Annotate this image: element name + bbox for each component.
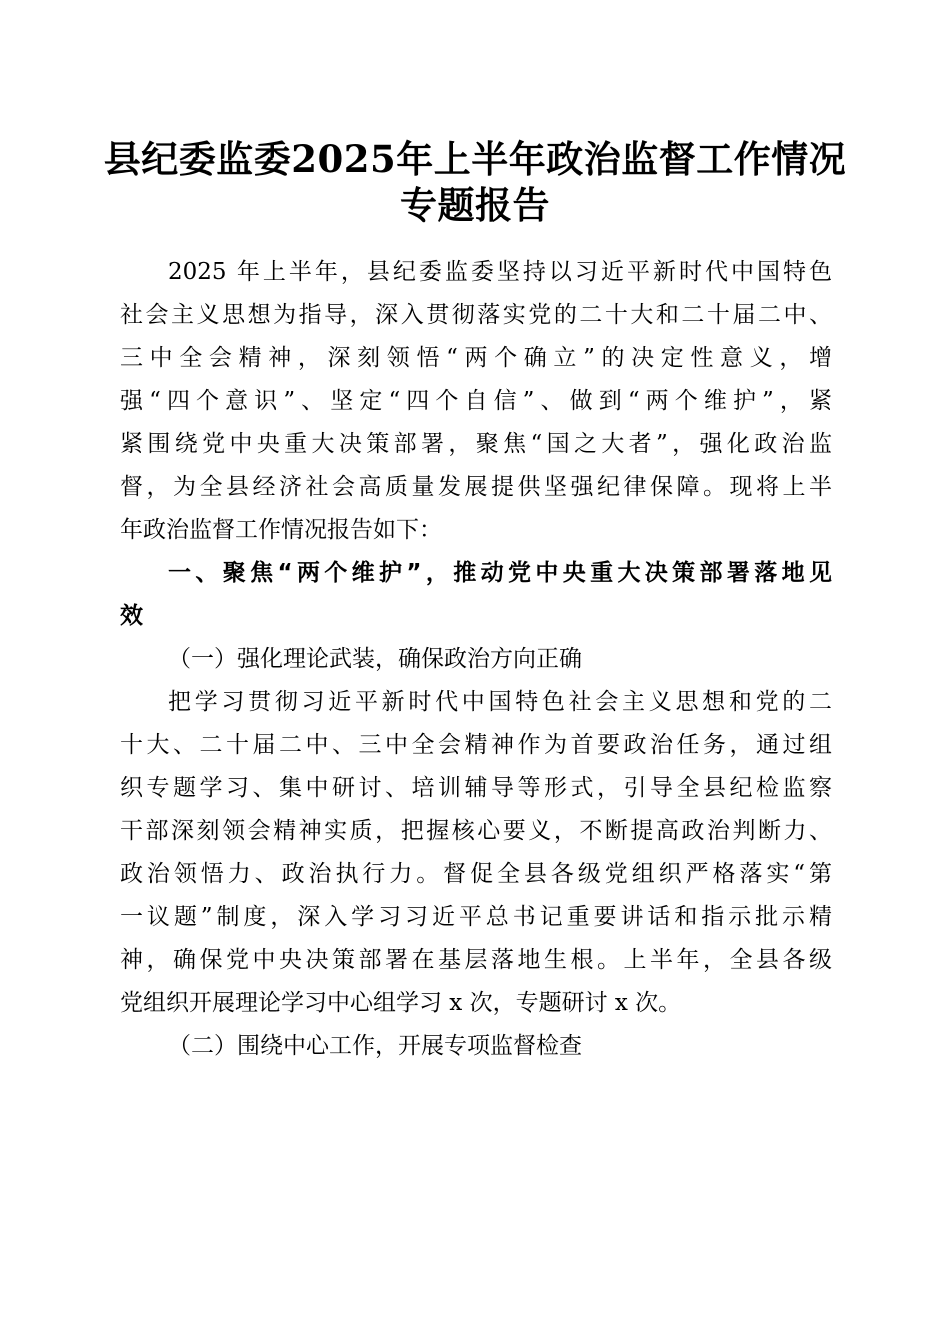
section1-heading-line-2: 效 bbox=[120, 603, 143, 629]
document-body bbox=[120, 251, 832, 1068]
section1-heading-line-1: 一、聚焦“两个维护”，推动党中央重大决策部署落地见 bbox=[168, 560, 832, 586]
intro-line-2: 社会主义思想为指导，深入贯彻落实党的二十大和二十届二中、 bbox=[120, 302, 832, 328]
sub1-line-2: 十大、二十届二中、三中全会精神作为首要政治任务，通过组 bbox=[120, 732, 832, 758]
sub1-line-1: 把学习贯彻习近平新时代中国特色社会主义思想和党的二 bbox=[168, 689, 832, 715]
title-line-1: 县纪委监委2025年上半年政治监督工作情况 bbox=[103, 137, 847, 181]
intro-line-3: 三中全会精神，深刻领悟“两个确立”的决定性意义，增 bbox=[120, 345, 832, 371]
sub1-line-6: 一议题”制度，深入学习习近平总书记重要讲话和指示批示精 bbox=[120, 904, 832, 930]
sub1-line-8: 党组织开展理论学习中心组学习 x 次，专题研讨 x 次。 bbox=[120, 990, 682, 1016]
sub1-heading: （一）强化理论武装，确保政治方向正确 bbox=[168, 646, 582, 672]
sub1-line-7: 神，确保党中央决策部署在基层落地生根。上半年，全县各级 bbox=[120, 947, 832, 973]
intro-line-5: 紧围绕党中央重大决策部署，聚焦“国之大者”，强化政治监 bbox=[120, 431, 832, 457]
document-title bbox=[100, 136, 850, 228]
intro-line-1: 2025 年上半年，县纪委监委坚持以习近平新时代中国特色 bbox=[168, 259, 832, 285]
sub2-heading: （二）围绕中心工作，开展专项监督检查 bbox=[168, 1033, 582, 1059]
sub1-line-4: 干部深刻领会精神实质，把握核心要义，不断提高政治判断力、 bbox=[120, 818, 832, 844]
sub1-line-3: 织专题学习、集中研讨、培训辅导等形式，引导全县纪检监察 bbox=[120, 775, 832, 801]
intro-line-4: 强“四个意识”、坚定“四个自信”、做到“两个维护”，紧 bbox=[120, 388, 832, 414]
intro-line-7: 年政治监督工作情况报告如下： bbox=[120, 517, 442, 543]
sub1-line-5: 政治领悟力、政治执行力。督促全县各级党组织严格落实“第 bbox=[120, 861, 832, 887]
title-line-2: 专题报告 bbox=[400, 183, 550, 227]
intro-line-6: 督，为全县经济社会高质量发展提供坚强纪律保障。现将上半 bbox=[120, 474, 832, 500]
